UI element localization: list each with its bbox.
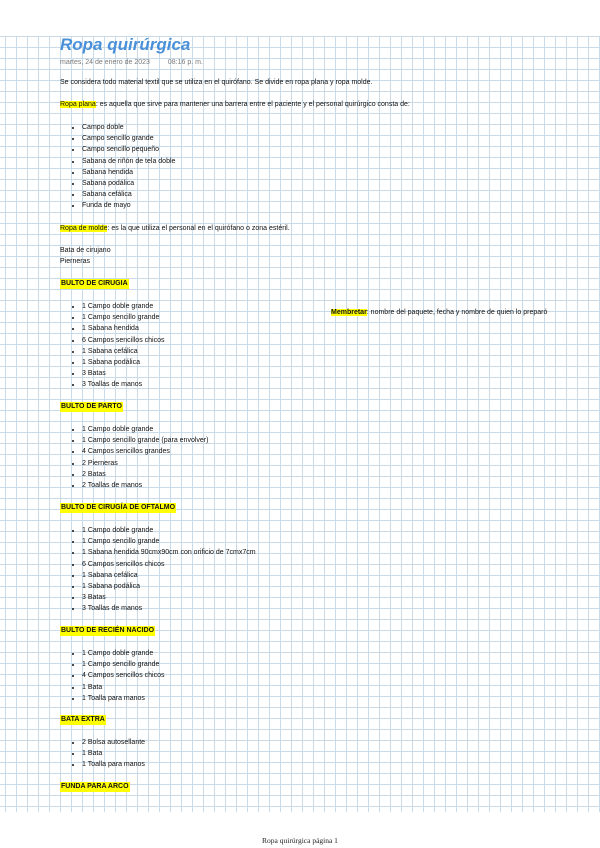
list-item: • 1 Sabana cefálica <box>82 570 256 581</box>
list-item: • 4 Campos sencillos grandes <box>82 446 208 457</box>
list-item: • 1 Sabana hendida <box>82 323 164 334</box>
list-item: • 6 Campos sencillos chicos <box>82 335 164 346</box>
ropa-molde-line: Bata de cirujano <box>60 247 111 254</box>
list-item: • Campo doble <box>82 122 175 133</box>
intro-paragraph: Se considera todo material textil que se utiliza en el quirófano. Se divide en ropa plana y ropa molde. <box>60 79 373 86</box>
ropa-molde-paragraph <box>60 223 290 234</box>
list-item: • 3 Toallas de manos <box>82 603 256 614</box>
list-item: • 1 Campo sencillo grande (para envolver) <box>82 435 208 446</box>
list-item: • 1 Bata <box>82 748 145 759</box>
list-item: • 1 Campo sencillo grande <box>82 312 164 323</box>
section-list <box>60 648 164 704</box>
membretar-label: Membretar <box>331 309 367 316</box>
section-list <box>60 737 145 771</box>
ropa-plana-list <box>60 122 175 212</box>
ropa-molde-text: : es la que utiliza el personal en el quirófano o zona estéril. <box>107 225 290 232</box>
list-item: • 1 Sabana cefálica <box>82 346 164 357</box>
list-item: • 1 Toalla para manos <box>82 759 145 770</box>
list-item: • 2 Batas <box>82 469 208 480</box>
list-item: • Sabana cefálica <box>82 189 175 200</box>
list-item: • Sabana de riñón de tela doble <box>82 156 175 167</box>
page-footer: Ropa quirúrgica página 1 <box>262 836 338 845</box>
membretar-text: : nombre del paquete, fecha y nombre de quien lo preparó <box>366 309 548 316</box>
list-item: • 1 Sabana podálica <box>82 357 164 368</box>
list-item: • 4 Campos sencillos chicos <box>82 670 164 681</box>
date-line <box>60 59 203 66</box>
list-item: • 1 Campo sencillo grande <box>82 536 256 547</box>
list-item: • 1 Bata <box>82 682 164 693</box>
list-item: • 2 Pierneras <box>82 458 208 469</box>
ropa-plana-paragraph <box>60 99 410 110</box>
list-item: • 1 Sabana podálica <box>82 581 256 592</box>
section-list <box>60 525 256 615</box>
list-item: • Sabana podálica <box>82 178 175 189</box>
section-heading: BULTO DE CIRUGIA <box>61 280 128 287</box>
list-item: • 1 Campo sencillo grande <box>82 659 164 670</box>
list-item: • 1 Campo doble grande <box>82 525 256 536</box>
list-item: • 2 Bolsa autosellante <box>82 737 145 748</box>
section-heading: BULTO DE PARTO <box>61 403 122 410</box>
list-item: • 1 Campo doble grande <box>82 301 164 312</box>
ropa-molde-line: Pierneras <box>60 258 90 265</box>
list-item: • 3 Batas <box>82 592 256 603</box>
list-item: • Sabana hendida <box>82 167 175 178</box>
page-time: 08:16 p. m. <box>167 59 203 66</box>
ropa-plana-label: Ropa plana <box>60 101 96 108</box>
list-item: • 6 Campos sencillos chicos <box>82 559 256 570</box>
list-item: • 3 Toallas de manos <box>82 379 164 390</box>
membretar-note <box>331 307 547 318</box>
page-date: martes, 24 de enero de 2023 <box>60 59 150 66</box>
page-title: Ropa quirúrgica <box>60 35 191 54</box>
list-item: • Campo sencillo grande <box>82 133 175 144</box>
section-heading: BULTO DE CIRUGÍA DE OFTALMO <box>61 504 176 511</box>
ropa-plana-text: : es aquella que sirve para mantener una barrera entre el paciente y el personal quirúrgico consta de: <box>95 101 410 108</box>
list-item: • 1 Sabana hendida 90cmx90cm con orificio de 7cmx7cm <box>82 547 256 558</box>
list-item: • 1 Toalla para manos <box>82 693 164 704</box>
list-item: • 1 Campo doble grande <box>82 424 208 435</box>
section-heading: BATA EXTRA <box>61 716 105 723</box>
list-item: • Campo sencillo pequeño <box>82 144 175 155</box>
ropa-molde-label: Ropa de molde <box>60 225 108 232</box>
section-heading: FUNDA PARA ARCO <box>61 783 129 790</box>
list-item: • 2 Toallas de manos <box>82 480 208 491</box>
list-item: • Funda de mayo <box>82 200 175 211</box>
section-heading: BULTO DE RECIÉN NACIDO <box>61 627 155 634</box>
section-list <box>60 424 208 491</box>
list-item: • 3 Batas <box>82 368 164 379</box>
section-list <box>60 301 164 391</box>
list-item: • 1 Campo doble grande <box>82 648 164 659</box>
